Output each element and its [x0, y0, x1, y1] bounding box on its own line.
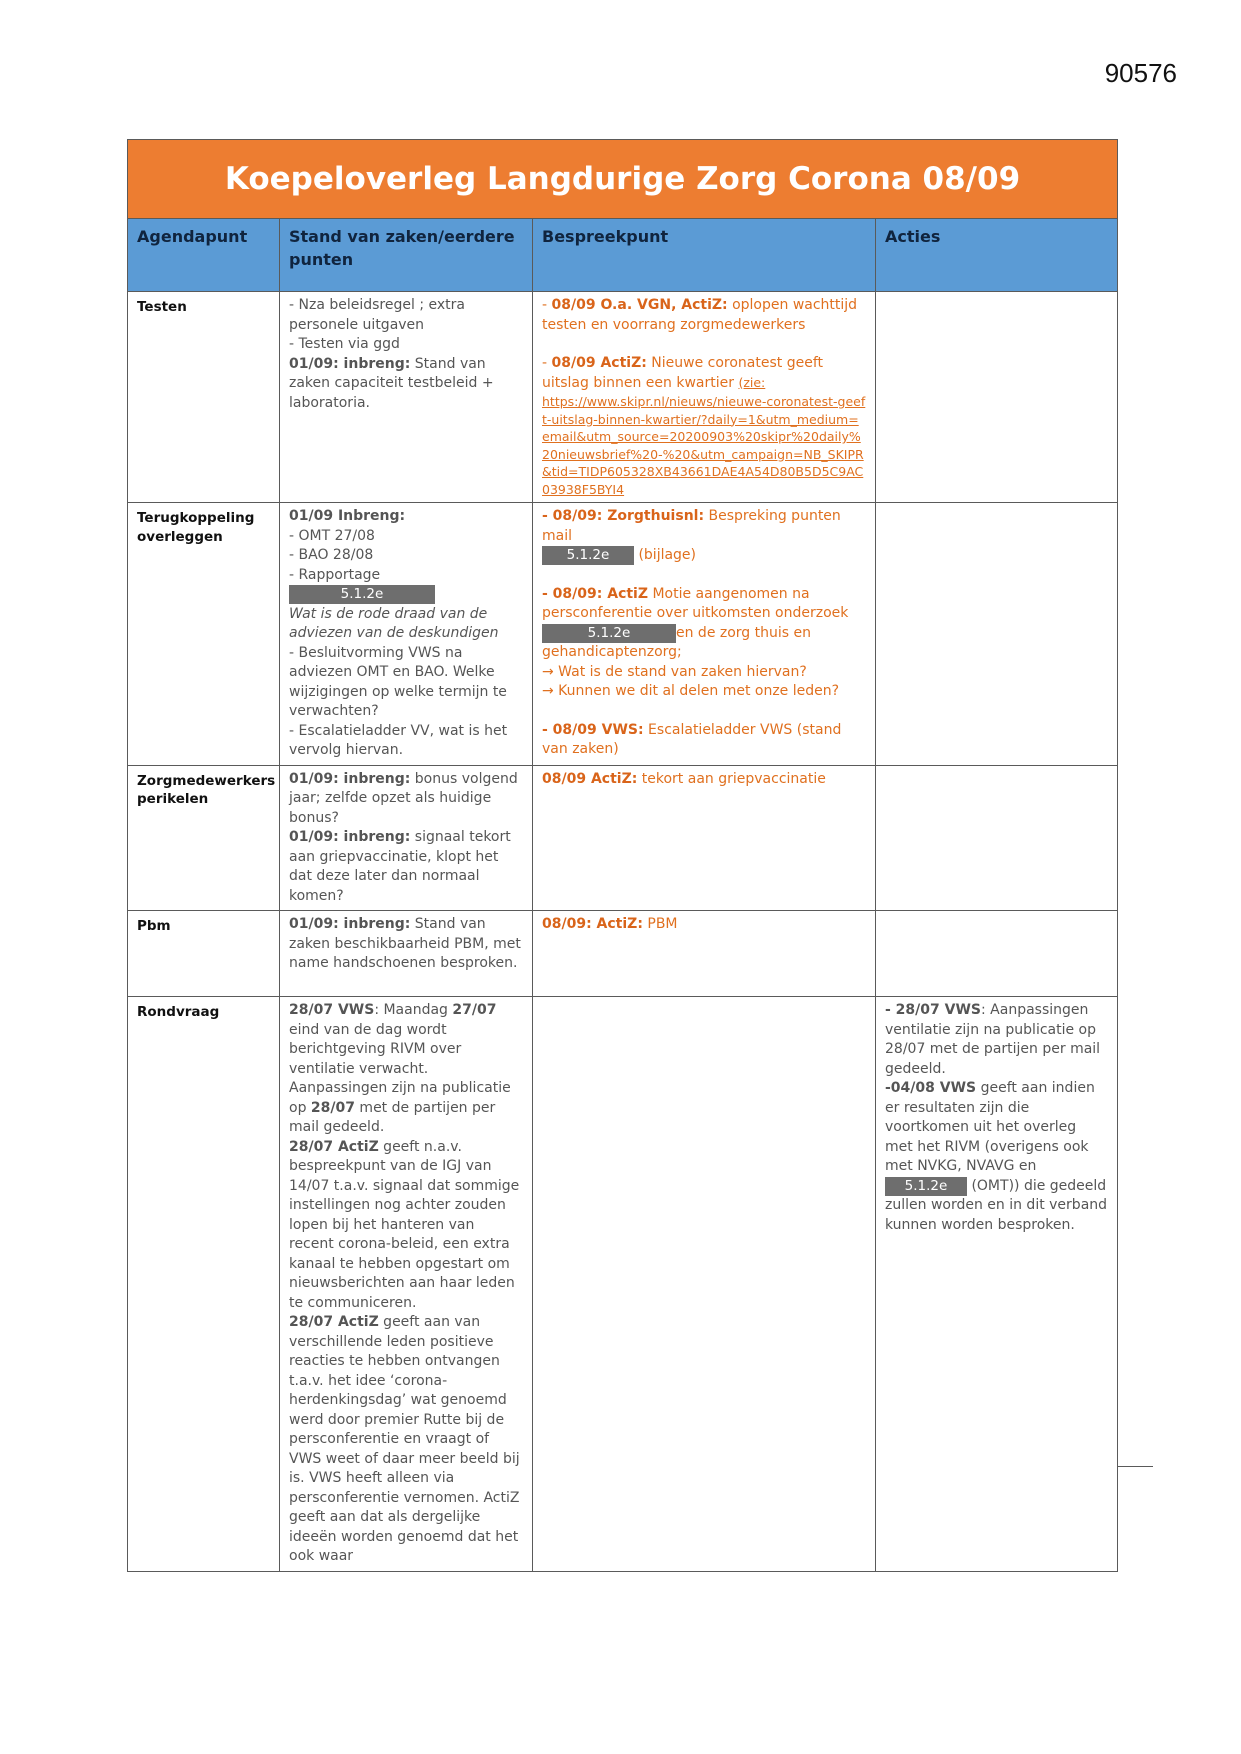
stand-line	[289, 770, 523, 829]
header-acties: Acties	[876, 219, 1118, 292]
bespreek-line	[542, 721, 866, 760]
bespreek-date: - 08/09 VWS:	[542, 721, 644, 738]
bespreek-text: Motie aangenomen na persconferentie over uitkomsten onderzoek	[542, 585, 849, 621]
agenda-cell: Rondvraag	[128, 997, 280, 1572]
stand-date: 01/09 Inbreng:	[289, 508, 406, 524]
stand-text: - Rapportage	[289, 566, 381, 583]
bespreek-date: 08/09 O.a. VGN, ActiZ:	[551, 297, 728, 313]
table-row	[128, 911, 1118, 997]
bespreek-cell	[533, 765, 876, 911]
bespreek-question: → Wat is de stand van zaken hiervan?	[542, 663, 807, 680]
acties-line	[885, 1001, 1108, 1079]
stand-line	[289, 507, 523, 527]
stand-text: : Maandag	[374, 1002, 453, 1018]
agenda-cell: Testen	[128, 292, 280, 503]
redaction-box: 5.1.2e	[289, 585, 435, 604]
bespreek-question: → Kunnen we dit al delen met onze leden?	[542, 683, 840, 699]
stand-date: 01/09: inbreng:	[289, 770, 411, 787]
bespreek-line	[542, 546, 866, 566]
page-number: 90576	[1104, 58, 1177, 88]
bespreek-date: - 08/09: ActiZ	[542, 585, 649, 602]
stand-text: Stand van zaken beschikbaarheid PBM, met name handschoenen besproken.	[289, 916, 521, 971]
bespreek-text: Bespreking punten mail	[542, 508, 841, 544]
redaction-box: 5.1.2e	[885, 1177, 967, 1196]
title-row	[128, 140, 1118, 219]
bespreek-date: 08/09: ActiZ:	[542, 916, 643, 932]
stand-line: - BAO 28/08	[289, 547, 374, 563]
stand-text: eind van de dag wordt berichtgeving RIVM over ventilatie verwacht. Aanpassingen zijn na publicatie op	[289, 1021, 511, 1116]
acties-cell	[876, 503, 1118, 766]
acties-cell	[876, 292, 1118, 503]
stand-text: signaal tekort aan griepvaccinatie, klopt het dat deze later dan normaal komen?	[289, 829, 511, 904]
stand-date: 28/07 VWS	[289, 1002, 375, 1018]
document-title: Koepeloverleg Langdurige Zorg Corona 08/09	[128, 140, 1118, 219]
bespreek-line: - 08/09 ActiZ: Nieuwe coronatest geeft uitslag binnen een kwartier (zie:	[542, 355, 824, 391]
acties-date: - 28/07 VWS	[885, 1002, 981, 1018]
acties-text: geeft aan indien er resultaten zijn die voortkomen uit het overleg met het RIVM (overigens ook met NVKG, NVAVG en	[885, 1080, 1095, 1174]
bespreek-line: - 08/09 O.a. VGN, ActiZ: oplopen wachttijd testen en voorrang zorgmedewerkers	[542, 297, 858, 333]
table-row	[128, 997, 1118, 1572]
stand-line: - Escalatieladder VV, wat is het vervolg hiervan.	[289, 722, 508, 758]
acties-cell	[876, 997, 1118, 1572]
agenda-cell: Zorgmedewerkers perikelen	[128, 765, 280, 911]
acties-text: (OMT)) die gedeeld zullen worden en in dit verband kunnen worden besproken.	[885, 1177, 1108, 1233]
header-stand-van-zaken: Stand van zaken/eerdere punten	[280, 219, 533, 292]
stand-line: - Testen via ggd	[289, 336, 400, 352]
stand-line	[289, 828, 523, 906]
meeting-table	[127, 139, 1118, 1572]
stand-line	[289, 355, 523, 414]
stand-line	[289, 1138, 523, 1314]
acties-line	[885, 1079, 1108, 1235]
stand-text: Stand van zaken capaciteit testbeleid + laboratoria.	[289, 355, 494, 411]
acties-cell	[876, 765, 1118, 911]
bespreek-text: (bijlage)	[638, 547, 697, 563]
stand-line: - Besluitvorming VWS na adviezen OMT en BAO. Welke wijzigingen op welke termijn te verwachten?	[289, 644, 507, 719]
article-link[interactable]: https://www.skipr.nl/nieuws/nieuwe-coronatest-geeft-uitslag-binnen-kwartier/?daily=1&utm_medium=email&utm_source=20200903%20skipr%20daily%20nieuwsbrief%20-%20&utm_campaign=NB_SKIPR&tid=TIDP605328XB43661DAE4A54D80B5D5C9AC03938F5BYI4	[542, 394, 866, 497]
zie-link[interactable]: (zie:	[738, 374, 766, 390]
header-row	[128, 219, 1118, 292]
bespreek-text: en de zorg thuis en gehandicaptenzorg;	[542, 624, 812, 660]
stand-cell	[280, 997, 533, 1572]
stand-line: - OMT 27/08	[289, 527, 375, 544]
header-agendapunt: Agendapunt	[128, 219, 280, 292]
bespreek-line	[542, 770, 866, 790]
agenda-cell: Terugkoppeling overleggen	[128, 503, 280, 766]
bespreek-line	[542, 507, 866, 546]
table-row	[128, 503, 1118, 766]
stand-date: 01/09: inbreng:	[289, 916, 411, 932]
stand-date: 01/09: inbreng:	[289, 829, 411, 845]
agenda-cell: Pbm	[128, 911, 280, 997]
redaction-box: 5.1.2e	[542, 546, 634, 565]
bespreek-cell	[533, 911, 876, 997]
stand-date: 27/07	[452, 1002, 497, 1018]
redaction-box: 5.1.2e	[542, 624, 676, 643]
bespreek-cell	[533, 503, 876, 766]
bespreek-line	[542, 585, 866, 624]
stand-date: 01/09: inbreng:	[289, 355, 411, 372]
stand-date: 28/07	[310, 1099, 355, 1116]
stand-cell	[280, 292, 533, 503]
bespreek-text: oplopen wachttijd testen en voorrang zorgmedewerkers	[542, 297, 858, 333]
stand-cell	[280, 911, 533, 997]
table-row	[128, 292, 1118, 503]
stand-line	[289, 915, 523, 974]
bespreek-text: Escalatieladder VWS (stand van zaken)	[542, 721, 842, 757]
stand-text: met de partijen per mail gedeeld.	[289, 1099, 496, 1135]
bespreek-text: PBM	[642, 916, 678, 932]
acties-cell	[876, 911, 1118, 997]
bespreek-date: - 08/09: Zorgthuisnl:	[542, 508, 705, 524]
stand-date: 28/07 ActiZ	[289, 1314, 379, 1330]
bespreek-cell	[533, 292, 876, 503]
header-bespreekpunt: Bespreekpunt	[533, 219, 876, 292]
stand-cell	[280, 503, 533, 766]
stand-line	[289, 1313, 523, 1567]
bespreek-line	[542, 915, 866, 935]
stand-text: bonus volgend jaar; zelfde opzet als huidige bonus?	[289, 770, 518, 826]
bespreek-text: Nieuwe coronatest geeft uitslag binnen een kwartier	[542, 355, 824, 391]
bespreek-text: tekort aan griepvaccinatie	[637, 770, 826, 787]
stand-line	[289, 1001, 523, 1138]
stand-question: Wat is de rode draad van de adviezen van de deskundigen	[289, 605, 499, 641]
bespreek-date: 08/09 ActiZ:	[542, 770, 638, 787]
stand-line	[289, 605, 523, 644]
stand-line: - Nza beleidsregel ; extra personele uitgaven	[289, 297, 465, 333]
bespreek-cell	[533, 997, 876, 1572]
stand-text: geeft aan van verschillende leden positieve reacties te hebben ontvangen t.a.v. het idee ‘corona-herdenkingsdag’ wat genoemd werd door premier Rutte bij de persconferentie en vraagt of VWS weet of daar meer beeld bij is. VWS heeft alleen via persconferentie vernomen. ActiZ geeft aan dat als dergelijke ideeën worden genoemd dat het ook waar	[289, 1314, 520, 1564]
bespreek-date: 08/09 ActiZ:	[551, 355, 647, 371]
stand-date: 28/07 ActiZ	[289, 1138, 379, 1155]
acties-text: : Aanpassingen ventilatie zijn na publicatie op 28/07 met de partijen per mail gedeeld.	[885, 1002, 1101, 1077]
bespreek-line	[542, 624, 866, 663]
stand-cell	[280, 765, 533, 911]
stand-text: geeft n.a.v. bespreekpunt van de IGJ van 14/07 t.a.v. signaal dat sommige instellingen nog achter zouden lopen bij het hanteren van recent corona-beleid, een extra kanaal te hebben opgestart om nieuwsberichten aan haar leden te communiceren.	[289, 1138, 520, 1311]
table-row	[128, 765, 1118, 911]
acties-date: -04/08 VWS	[885, 1080, 977, 1096]
table-rule-extension	[1117, 1466, 1153, 1467]
stand-line	[289, 566, 523, 605]
